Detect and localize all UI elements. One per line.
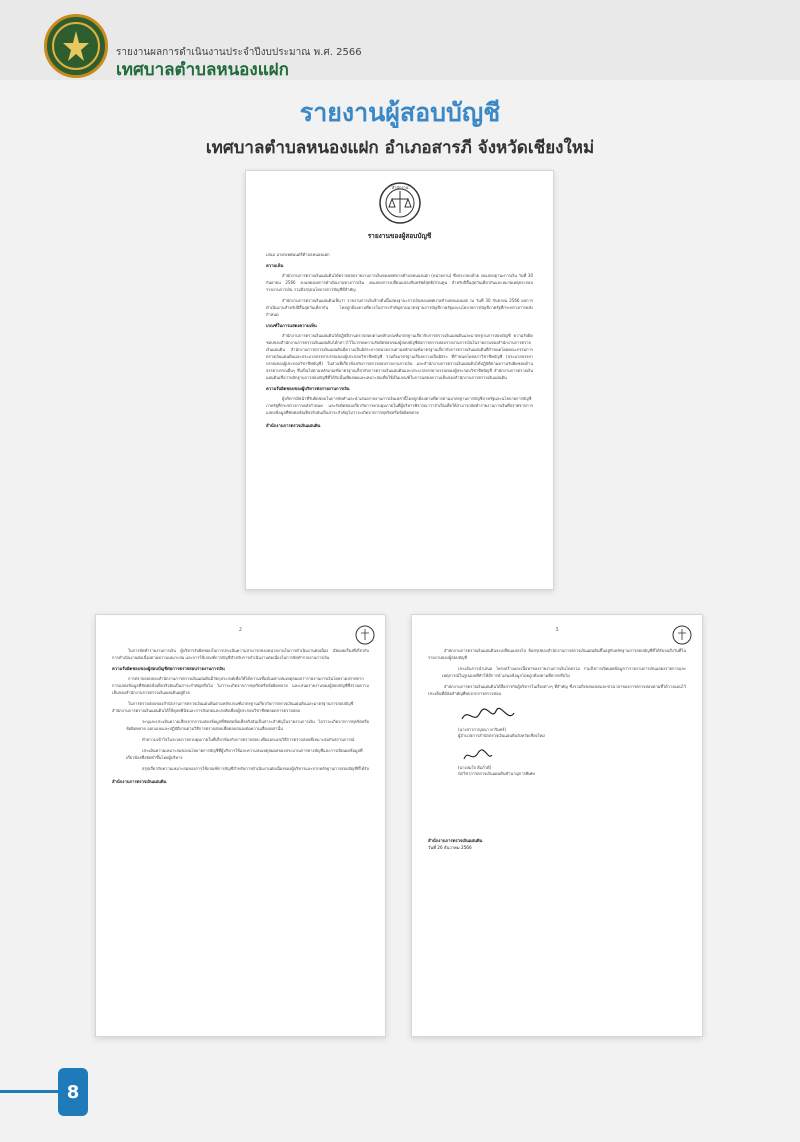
signature-2 [458,747,498,765]
page-badge-line [0,1090,58,1093]
page-subtitle: เทศบาลตำบลหนองแฝก อำเภอสารภี จังหวัดเชียงใหม่ [205,138,595,158]
report-date: วันที่ 26 ธันวาคม 2566 [428,845,472,850]
bullet-item: ระบุและประเมินความเสี่ยงจากการแสดงข้อมูลที่ขัดต่อข้อเท็จจริงอันเป็นสาระสำคัญในรายงานการเงิน ไม่ว่าจะเกิดจากการทุจริตหรือข้อผิดพลาด ออกแบบและปฏิบัติงานตามวิธีการตรวจสอบเพื่อตอบสนองต่อความเสี่ยงเหล่านั้น [126,719,369,731]
audit-report-page-3 [411,614,703,1037]
organization-title: เทศบาลตำบลหนองแฝก [116,60,289,80]
audit-report-page-1 [245,170,554,590]
bullet-item: ประเมินความเหมาะสมของนโยบายการบัญชีที่ผู้บริหารใช้และความสมเหตุสมผลของประมาณการทางบัญชีและการเปิดเผยข้อมูลที่เกี่ยวข้องซึ่งจัดทำขึ้นโดยผู้บริหาร [126,748,363,760]
municipality-seal-icon [44,14,108,78]
issuer-name: สำนักงานการตรวจเงินแผ่นดิน [112,779,167,784]
oag-emblem-icon [672,625,692,645]
paragraph: สำนักงานการตรวจเงินแผ่นดินได้ตรวจสอบรายงานการเงินของเทศบาลตำบลหนองแฝก (หน่วยงาน) ซึ่งประกอบด้วย งบแสดงฐานะการเงิน วันที่ 30 กันยายน 2566 งบแสดงผลการดำเนินงานทางการเงิน งบแสดงการเปลี่ยนแปลงสินทรัพย์สุทธิ/ส่วนทุน สำหรับปีสิ้นสุดวันเดียวกันและหมายเหตุประกอบรายงานการเงิน รวมถึงสรุปนโยบายการบัญชีที่สำคัญ [266,273,533,292]
audit-report-page-2 [95,614,386,1037]
page-number-label: 8 [66,1081,80,1103]
section-heading-auditor: ความรับผิดชอบของผู้สอบบัญชีต่อการตรวจสอบรายงานการเงิน [112,666,225,671]
paragraph: สำนักงานการตรวจเงินแผ่นดินเห็นว่า รายงานการเงินข้างต้นนี้แสดงฐานะการเงินของเทศบาลตำบลหนองแฝก ณ วันที่ 30 กันยายน 2566 ผลการดำเนินงานสำหรับปีสิ้นสุดวันเดียวกัน โดยถูกต้องตามที่ควรในสาระสำคัญตามมาตรฐานการบัญชีภาครัฐและนโยบายการบัญชีภาครัฐที่กระทรวงการคลังกำหนด [266,298,533,317]
oag-emblem-icon [378,181,422,225]
paragraph: สำนักงานการตรวจเงินแผ่นดินได้ปฏิบัติงานตรวจสอบตามหลักเกณฑ์มาตรฐานเกี่ยวกับการตรวจเงินแผ่นดินและมาตรฐานการสอบบัญชี ความรับผิดชอบของสำนักงานการตรวจเงินแผ่นดินได้กล่าวไว้ในวรรคความรับผิดชอบของผู้สอบบัญชีต่อการตรวจสอบรายงานการเงินในรายงานของสำนักงานการตรวจเงินแผ่นดิน สำนักงานการตรวจเงินแผ่นดินมีความเป็นอิสระจากหน่วยงานตามหลักเกณฑ์มาตรฐานเกี่ยวกับการตรวจเงินแผ่นดินที่กำหนดโดยคณะกรรมการตรวจเงินแผ่นดินและประมวลจรรยาบรรณของผู้ประกอบวิชาชีพบัญชี รวมถึงมาตรฐานเรื่องความเป็นอิสระ ที่กำหนดโดยสภาวิชาชีพบัญชี (ประมวลจรรยาบรรณของผู้ประกอบวิชาชีพบัญชี) ในส่วนที่เกี่ยวข้องกับการตรวจสอบรายงานการเงิน และสำนักงานการตรวจเงินแผ่นดินได้ปฏิบัติตามความรับผิดชอบด้านจรรยาบรรณอื่นๆ ซึ่งเป็นไปตามหลักเกณฑ์มาตรฐานเกี่ยวกับการตรวจเงินแผ่นดินและประมวลจรรยาบรรณของผู้ประกอบวิชาชีพบัญชี สำนักงานการตรวจเงินแผ่นดินเชื่อว่าหลักฐานการสอบบัญชีที่ได้รับนั้นเพียงพอและเหมาะสมเพื่อใช้เป็นเกณฑ์ในการแสดงความเห็นของสำนักงานการตรวจเงินแผ่นดิน [266,333,533,380]
paragraph: ผู้บริหารมีหน้าที่รับผิดชอบในการจัดทำและนำเสนอรายงานการเงินเหล่านี้โดยถูกต้องตามที่ควรตามมาตรฐานการบัญชีภาครัฐและนโยบายการบัญชีภาครัฐที่กระทรวงการคลังกำหนด และรับผิดชอบเกี่ยวกับการควบคุมภายในที่ผู้บริหารพิจารณาว่าจำเป็นเพื่อให้สามารถจัดทำรายงานการเงินที่ปราศจากการแสดงข้อมูลที่ขัดต่อข้อเท็จจริงอันเป็นสาระสำคัญไม่ว่าจะเกิดจากการทุจริตหรือข้อผิดพลาด [266,396,533,415]
signer-title: ผู้อำนวยการสำนักตรวจเงินแผ่นดินจังหวัดเชียงใหม่ [458,733,545,738]
paragraph: สำนักงานการตรวจเงินแผ่นดินจะเปลี่ยนแปลงไป ข้อสรุปของสำนักงานการตรวจเงินแผ่นดินขึ้นอยู่กับหลักฐานการสอบบัญชีที่ได้รับจนถึงวันที่ในรายงานของผู้สอบบัญชี [428,648,686,660]
page-number: 3 [555,627,559,633]
signer-name: (นางสมใจ ดีแก้วดี) [458,765,492,770]
issuer-name: สำนักงานการตรวจเงินแผ่นดิน [428,838,483,843]
section-heading-basis: เกณฑ์ในการแสดงความเห็น [266,323,317,328]
paragraph: สำนักงานการตรวจเงินแผ่นดินได้สื่อสารกับผู้บริหารในเรื่องต่างๆ ที่สำคัญ ซึ่งรวมถึงขอบเขตและช่วงเวลาของการตรวจสอบตามที่ได้วางแผนไว้ ประเด็นที่มีนัยสำคัญที่พบจากการตรวจสอบ [428,684,686,696]
signature-1 [458,705,518,727]
paragraph: การตรวจสอบของสำนักงานการตรวจเงินแผ่นดินมีวัตถุประสงค์เพื่อให้ได้ความเชื่อมั่นอย่างสมเหตุสมผลว่ารายงานการเงินโดยรวมปราศจากการแสดงข้อมูลที่ขัดต่อข้อเท็จจริงอันเป็นสาระสำคัญหรือไม่ ไม่ว่าจะเกิดจากการทุจริตหรือข้อผิดพลาด และเสนอรายงานของผู้สอบบัญชีซึ่งรวมความเห็นของสำนักงานการตรวจเงินแผ่นดินอยู่ด้วย [112,676,369,695]
page-number: 2 [238,627,243,633]
paragraph: ในการจัดทำรายงานการเงิน ผู้บริหารรับผิดชอบในการประเมินความสามารถของหน่วยงานในการดำเนินงานต่อเนื่อง เปิดเผยเรื่องที่เกี่ยวกับการดำเนินงานต่อเนื่องตามความเหมาะสม และการใช้เกณฑ์การบัญชีสำหรับการดำเนินงานต่อเนื่องในการจัดทำรายงานการเงิน [112,648,369,660]
signer-title: นักวิชาการตรวจเงินแผ่นดินชำนาญการพิเศษ [458,771,535,776]
bullet-item: ประเมินการนำเสนอ โครงสร้างและเนื้อหาของรายงานการเงินโดยรวม รวมถึงการเปิดเผยข้อมูลว่ารายงานการเงินแสดงรายการและเหตุการณ์ในรูปแบบที่ทำให้มีการนำเสนอข้อมูลโดยถูกต้องตามที่ควรหรือไม่ [442,666,686,678]
oag-emblem-icon [355,625,375,645]
report-addressee: เสนอ นายกเทศมนตรีตำบลหนองแฝก [266,252,330,257]
section-heading-opinion: ความเห็น [266,263,284,268]
page-title: รายงานผู้สอบบัญชี [299,98,501,127]
paragraph: ในการตรวจสอบของสำนักงานการตรวจเงินแผ่นดินตามหลักเกณฑ์มาตรฐานเกี่ยวกับการตรวจเงินแผ่นดินและมาตรฐานการสอบบัญชี สำนักงานการตรวจเงินแผ่นดินได้ใช้ดุลยพินิจและการสังเกตและสงสัยเยี่ยงผู้ประกอบวิชาชีพตลอดการตรวจสอบ [112,701,354,713]
signer-name: (นางสาวกาญจนา หาริมทร์) [458,727,507,732]
issuer-name: สำนักงานการตรวจเงินแผ่นดิน [266,423,321,428]
bullet-item: ทำความเข้าใจในระบบการควบคุมภายในที่เกี่ยวข้องกับการตรวจสอบ เพื่อออกแบบวิธีการตรวจสอบที่เหมาะสมกับสถานการณ์ [142,737,355,742]
emblem-label: สำนักงาน [391,185,408,190]
report-year-caption: รายงานผลการดำเนินงานประจำปีงบประมาณ พ.ศ. 2566 [116,47,362,58]
bullet-item: สรุปเกี่ยวกับความเหมาะสมของการใช้เกณฑ์การบัญชีสำหรับการดำเนินงานต่อเนื่องของผู้บริหารและจากหลักฐานการสอบบัญชีที่ได้รับ [142,766,369,771]
section-heading-management: ความรับผิดชอบของผู้บริหารต่อรายงานการเงิน [266,386,350,391]
report-title: รายงานของผู้สอบบัญชี [367,232,432,240]
page-number-badge [58,1068,88,1116]
